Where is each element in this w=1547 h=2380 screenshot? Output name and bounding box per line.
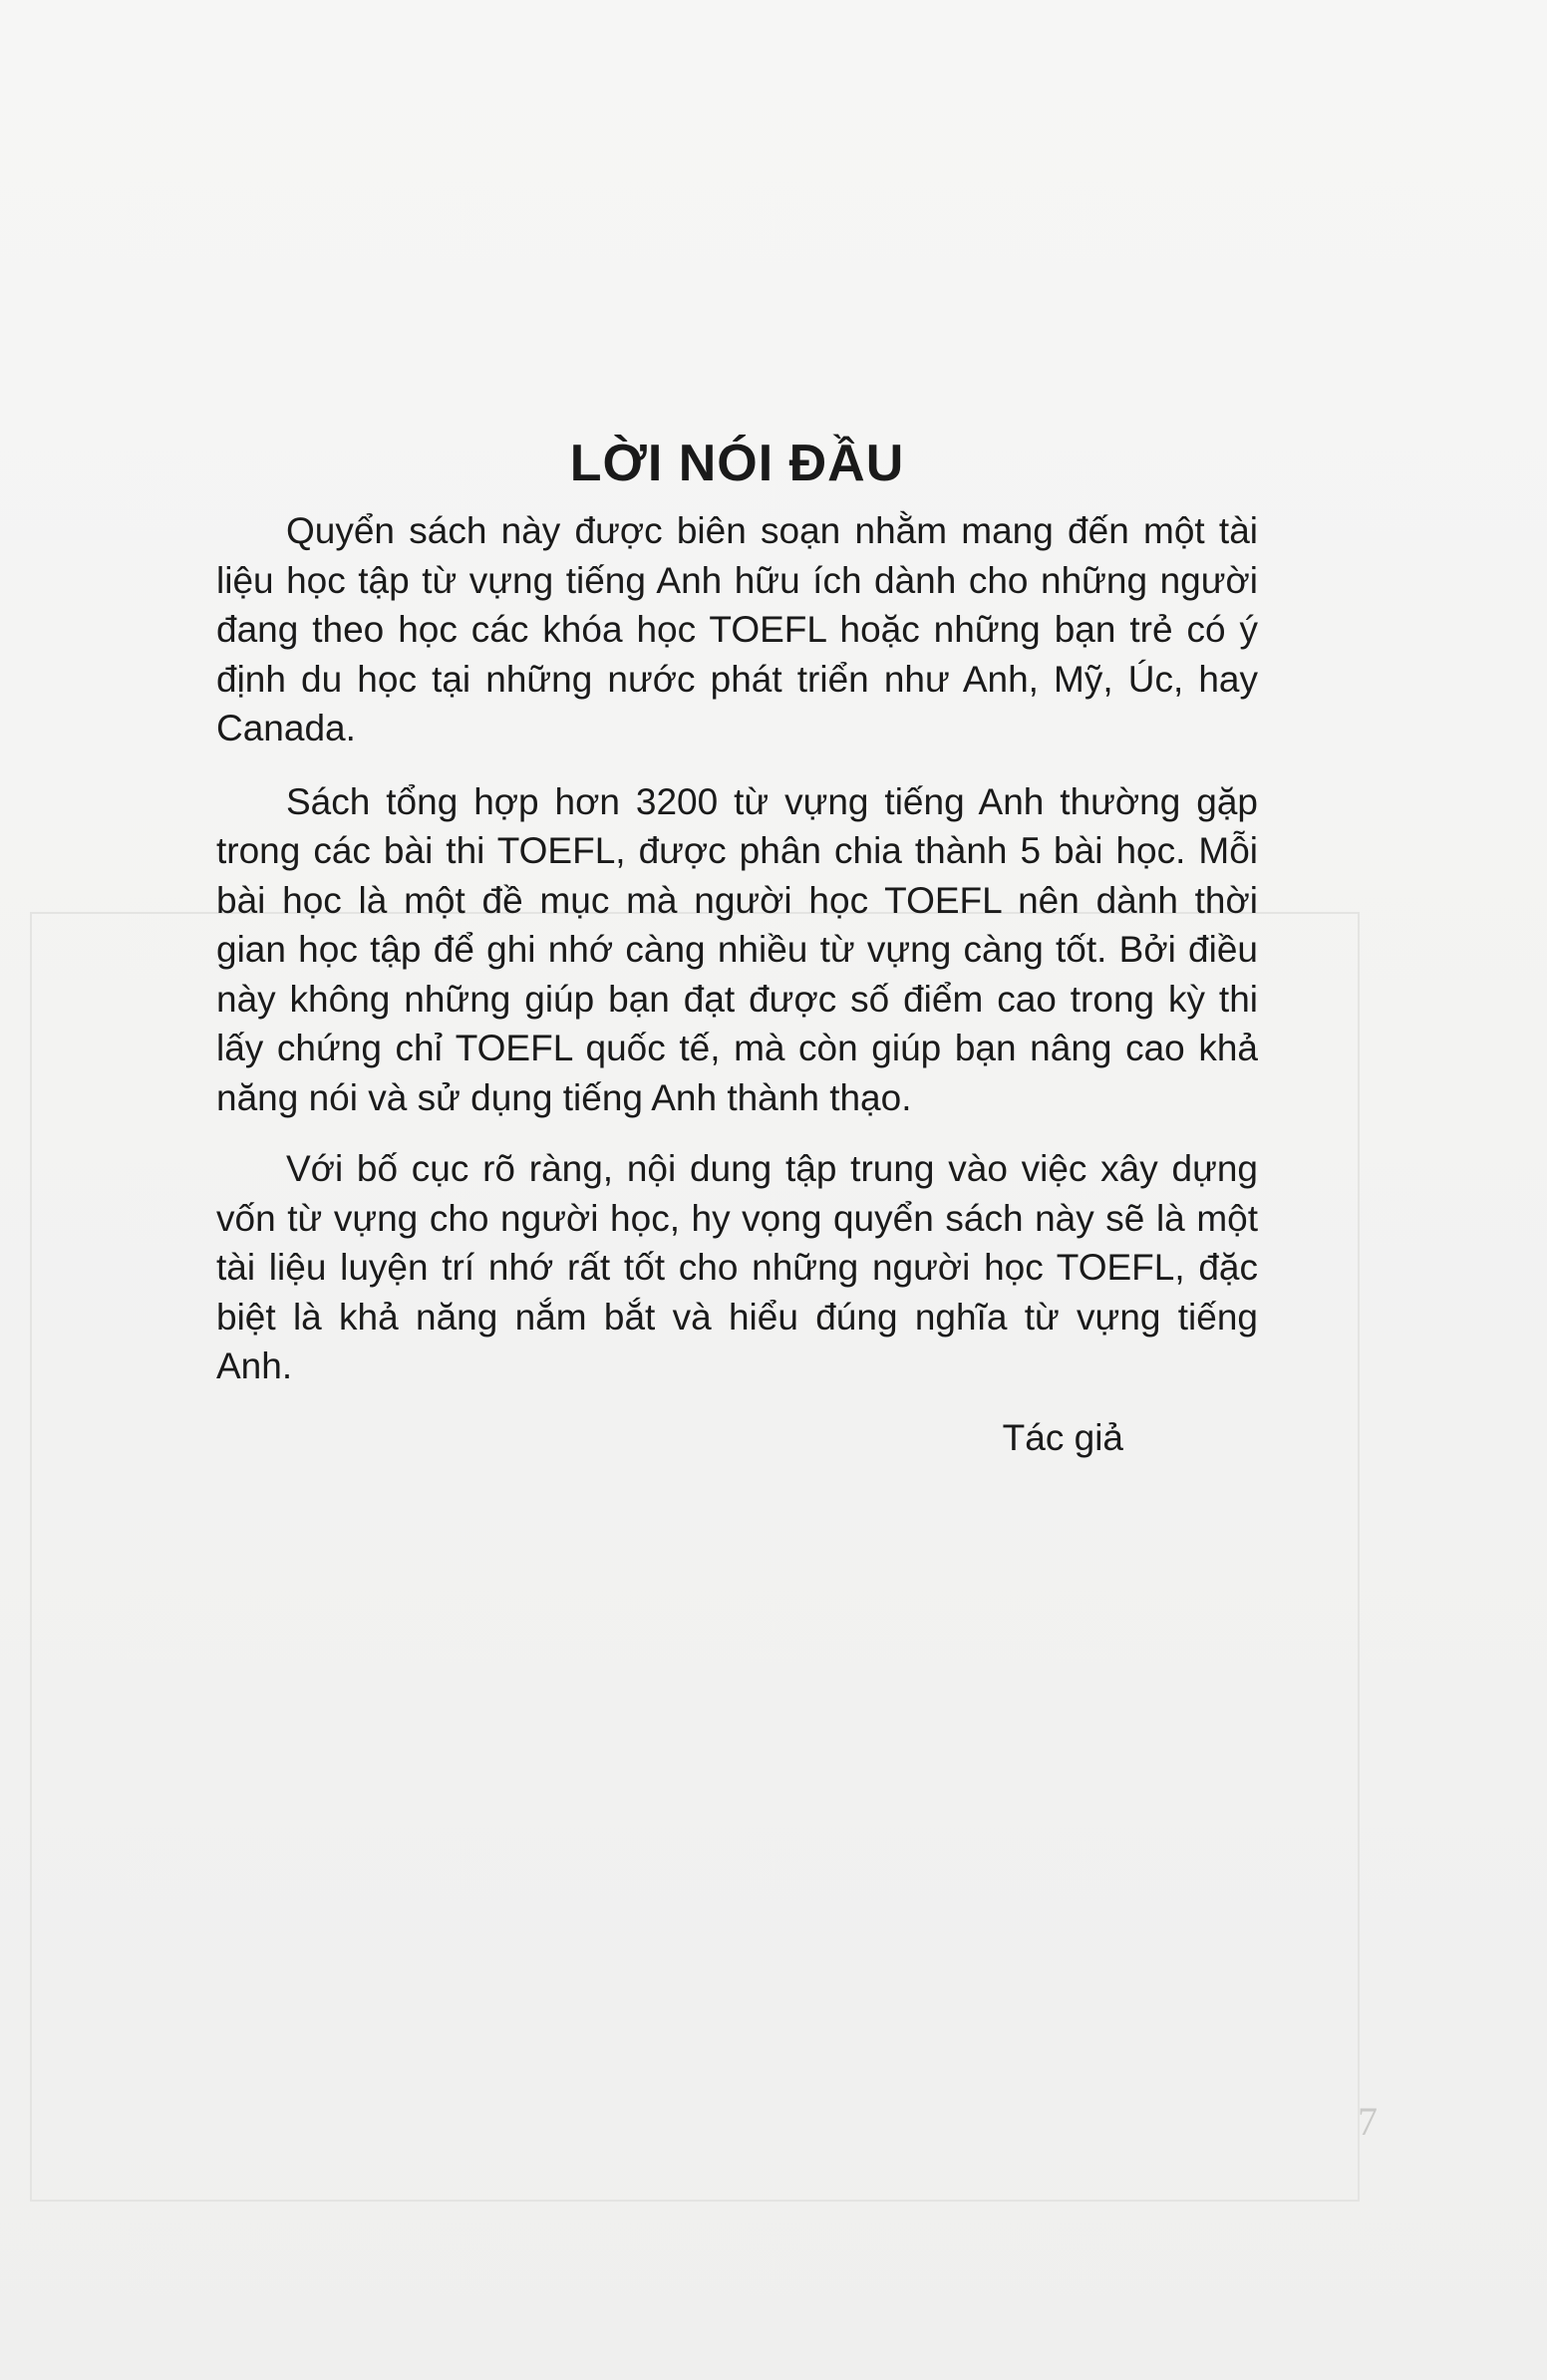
author-signature: Tác giả [1002,1416,1123,1458]
page-number: 7 [1358,2099,1378,2144]
preface-section [216,429,1258,1463]
preface-paragraph-1: Quyển sách này được biên soạn nhằm mang đến một tài liệu học tập từ vựng tiếng Anh hữu ích dành cho những người đang theo học các khóa học TOEFL hoặc những bạn trẻ có ý định du học tại những nước phát triển như Anh, Mỹ, Úc, hay Canada. [216,510,1258,748]
preface-paragraph-3: Với bố cục rõ ràng, nội dung tập trung vào việc xây dựng vốn từ vựng cho người học, hy vọng quyển sách này sẽ là một tài liệu luyện trí nhớ rất tốt cho những người học TOEFL, đặc biệt là khả năng nắm bắt và hiểu đúng nghĩa từ vựng tiếng Anh. [216,1148,1258,1386]
page-title: LỜI NÓI ĐẦU [569,435,905,492]
preface-paragraph-2: Sách tổng hợp hơn 3200 từ vựng tiếng Anh thường gặp trong các bài thi TOEFL, được phân chia thành 5 bài học. Mỗi bài học là một đề mục mà người học TOEFL nên dành thời gian học tập để ghi nhớ càng nhiều từ vựng càng tốt. Bởi điều này không những giúp bạn đạt được số điểm cao trong kỳ thi lấy chứng chỉ TOEFL quốc tế, mà còn giúp bạn nâng cao khả năng nói và sử dụng tiếng Anh thành thạo. [216,780,1258,1118]
